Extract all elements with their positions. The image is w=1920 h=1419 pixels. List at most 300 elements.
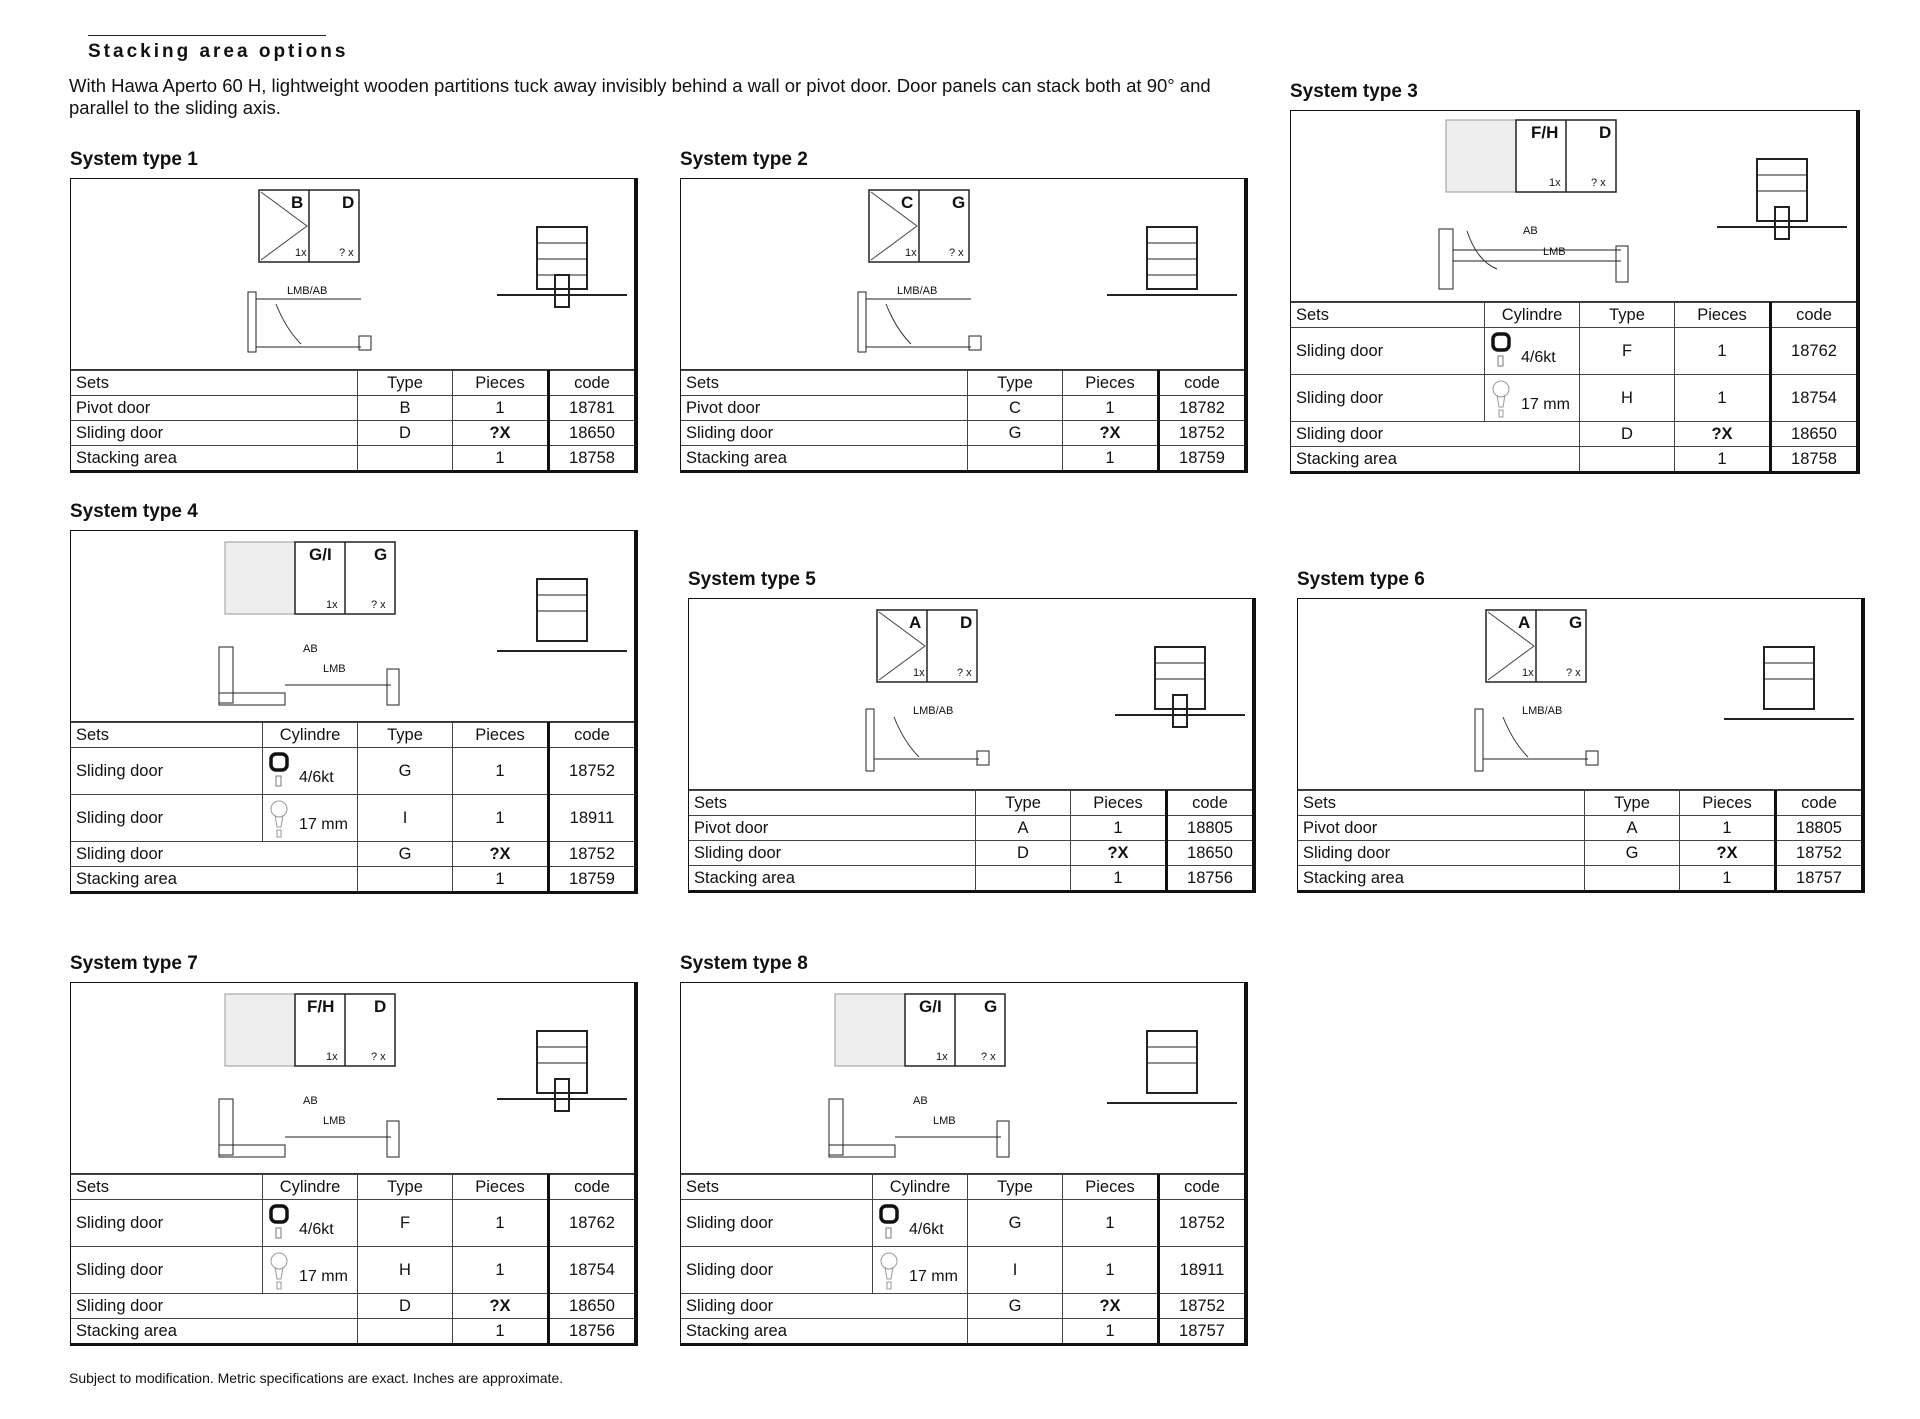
header-code: code — [1167, 791, 1253, 816]
cylinder-size: 17 mm — [299, 1268, 348, 1285]
table-row — [71, 867, 634, 892]
panel-count-1x: 1x — [326, 599, 338, 611]
header-sets: Sets — [681, 371, 968, 396]
system-diagram — [681, 983, 1244, 1174]
system-diagram — [71, 179, 634, 370]
table-row — [1291, 447, 1856, 472]
table-header — [71, 371, 634, 396]
cell-pieces: 1 — [1071, 816, 1167, 841]
cell-set: Sliding door — [681, 1247, 873, 1294]
system-title: System type 8 — [680, 953, 808, 974]
spec-table — [71, 370, 634, 470]
table-row — [71, 396, 634, 421]
table-row — [681, 446, 1244, 471]
cell-pieces: 1 — [1063, 1200, 1159, 1247]
table-header — [71, 723, 634, 748]
table-row — [71, 1200, 634, 1247]
system-title: System type 2 — [680, 149, 808, 170]
cell-set: Sliding door — [71, 421, 358, 446]
system-diagram — [71, 983, 634, 1174]
header-sets: Sets — [681, 1175, 873, 1200]
table-row — [71, 748, 634, 795]
panel-letter-left: A — [909, 613, 922, 632]
header-type: Type — [976, 791, 1071, 816]
table-row — [681, 396, 1244, 421]
cell-pieces: 1 — [1675, 375, 1771, 422]
panel-count-1x: 1x — [905, 247, 917, 259]
header-type: Type — [968, 1175, 1063, 1200]
header-type: Type — [1585, 791, 1680, 816]
section-view — [1115, 647, 1245, 727]
spec-table — [1298, 790, 1861, 890]
cell-type — [968, 1319, 1063, 1344]
header-type: Type — [358, 1175, 453, 1200]
dimension-label-ab: AB — [1523, 225, 1538, 237]
cell-set: Stacking area — [71, 446, 358, 471]
system-diagram — [1291, 111, 1856, 302]
cell-cylindre — [873, 1200, 968, 1247]
header-code: code — [1776, 791, 1862, 816]
dimension-label: LMB/AB — [913, 705, 954, 717]
cylinder-size: 4/6kt — [299, 769, 334, 786]
cell-set: Sliding door — [71, 1247, 263, 1294]
header-code: code — [549, 371, 635, 396]
cell-pieces: 1 — [1063, 1319, 1159, 1344]
header-type: Type — [358, 723, 453, 748]
oval-cylinder-icon — [879, 1251, 901, 1291]
system-title: System type 6 — [1297, 569, 1425, 590]
table-row — [689, 866, 1252, 891]
cell-code: 18758 — [1771, 447, 1857, 472]
cell-cylindre — [1485, 375, 1580, 422]
cell-set: Sliding door — [689, 841, 976, 866]
system-title: System type 1 — [70, 149, 198, 170]
cell-set: Stacking area — [71, 867, 358, 892]
table-header — [681, 371, 1244, 396]
section-view — [497, 1031, 627, 1111]
cell-type: G — [968, 421, 1063, 446]
cell-type — [358, 446, 453, 471]
section-view — [1717, 159, 1847, 239]
system-type-5 — [688, 568, 1256, 893]
header-pieces: Pieces — [1063, 371, 1159, 396]
table-header — [681, 1175, 1244, 1200]
cell-pieces: 1 — [453, 748, 549, 795]
cell-pieces: 1 — [1063, 446, 1159, 471]
header-type: Type — [1580, 303, 1675, 328]
door-plan-diagram — [681, 983, 1243, 1173]
header-sets: Sets — [71, 371, 358, 396]
panel-letter-right: G — [374, 545, 388, 564]
cell-type: G — [358, 748, 453, 795]
cell-code: 18805 — [1167, 816, 1253, 841]
cell-set: Sliding door — [1291, 375, 1485, 422]
cell-cylindre — [263, 795, 358, 842]
panel-count-qx: ? x — [981, 1051, 996, 1063]
table-row — [681, 1319, 1244, 1344]
header-pieces: Pieces — [453, 371, 549, 396]
door-plan-diagram — [1291, 111, 1855, 301]
header-sets: Sets — [689, 791, 976, 816]
cell-set: Sliding door — [71, 1294, 358, 1319]
header-cylindre: Cylindre — [263, 1175, 358, 1200]
system-type-6 — [1297, 568, 1865, 893]
cell-code: 18805 — [1776, 816, 1862, 841]
plan-view — [219, 647, 399, 705]
table-header — [1298, 791, 1861, 816]
header-sets: Sets — [1291, 303, 1485, 328]
panel-letter-right: D — [1599, 123, 1612, 142]
round-cylinder-icon — [1491, 332, 1513, 368]
cell-code: 18752 — [549, 748, 635, 795]
cell-code: 18758 — [549, 446, 635, 471]
cell-pieces: 1 — [1675, 328, 1771, 375]
cell-code: 18756 — [1167, 866, 1253, 891]
panel-count-qx: ? x — [339, 247, 354, 259]
cell-code: 18650 — [1771, 422, 1857, 447]
table-row — [681, 1294, 1244, 1319]
cell-pieces: 1 — [453, 1247, 549, 1294]
cell-set: Sliding door — [71, 795, 263, 842]
system-box — [70, 982, 638, 1346]
panel-letter-left: G/I — [919, 997, 942, 1016]
table-row — [681, 1200, 1244, 1247]
system-box — [70, 530, 638, 894]
cell-pieces: 1 — [1071, 866, 1167, 891]
cell-set: Sliding door — [1298, 841, 1585, 866]
cell-type: G — [1585, 841, 1680, 866]
system-title: System type 4 — [70, 501, 198, 522]
cylinder-size: 4/6kt — [299, 1221, 334, 1238]
cell-code: 18754 — [549, 1247, 635, 1294]
header-sets: Sets — [71, 723, 263, 748]
header-cylindre: Cylindre — [873, 1175, 968, 1200]
panel-count-1x: 1x — [913, 667, 925, 679]
cell-code: 18757 — [1159, 1319, 1245, 1344]
cell-set: Sliding door — [71, 1200, 263, 1247]
panel-letter-left: C — [901, 193, 914, 212]
plan-view — [866, 709, 989, 771]
header-code: code — [549, 1175, 635, 1200]
cell-type: A — [976, 816, 1071, 841]
spec-table — [681, 1174, 1244, 1343]
spec-table — [681, 370, 1244, 470]
system-type-4 — [70, 500, 638, 894]
cell-pieces: 1 — [453, 446, 549, 471]
table-row — [689, 841, 1252, 866]
cell-code: 18752 — [1159, 421, 1245, 446]
panel-letter-right: D — [342, 193, 355, 212]
header-code: code — [1159, 371, 1245, 396]
cell-pieces: 1 — [1680, 866, 1776, 891]
cell-cylindre — [1485, 328, 1580, 375]
cell-code: 18911 — [549, 795, 635, 842]
cell-type — [358, 867, 453, 892]
dimension-label-lmb: LMB — [1543, 246, 1566, 258]
panel-count-1x: 1x — [1522, 667, 1534, 679]
table-row — [71, 842, 634, 867]
section-view — [1107, 227, 1237, 295]
panel-letter-right: G — [1569, 613, 1583, 632]
cell-type: A — [1585, 816, 1680, 841]
cell-code: 18650 — [1167, 841, 1253, 866]
cell-pieces: 1 — [1063, 396, 1159, 421]
system-diagram — [681, 179, 1244, 370]
cell-code: 18752 — [1776, 841, 1862, 866]
footer-note: Subject to modification. Metric specifications are exact. Inches are approximate. — [69, 1370, 564, 1386]
cell-cylindre — [873, 1247, 968, 1294]
cell-code: 18759 — [549, 867, 635, 892]
system-box — [680, 982, 1248, 1346]
cell-cylindre — [263, 748, 358, 795]
cell-pieces: ?X — [1063, 1294, 1159, 1319]
panel-count-qx: ? x — [957, 667, 972, 679]
door-plan-diagram — [71, 983, 633, 1173]
cell-set: Sliding door — [1291, 328, 1485, 375]
cell-code: 18762 — [1771, 328, 1857, 375]
cylinder-size: 4/6kt — [1521, 349, 1556, 366]
section-view — [497, 227, 627, 307]
panel-count-1x: 1x — [326, 1051, 338, 1063]
system-title: System type 7 — [70, 953, 198, 974]
cell-code: 18781 — [549, 396, 635, 421]
cylinder-size: 17 mm — [909, 1268, 958, 1285]
round-cylinder-icon — [269, 752, 291, 788]
cell-cylindre — [263, 1247, 358, 1294]
heading-rule — [88, 35, 326, 36]
table-row — [71, 446, 634, 471]
dimension-label-ab: AB — [303, 643, 318, 655]
table-row — [1298, 841, 1861, 866]
cell-set: Stacking area — [1291, 447, 1580, 472]
cell-code: 18752 — [1159, 1294, 1245, 1319]
table-row — [71, 1247, 634, 1294]
header-code: code — [1159, 1175, 1245, 1200]
panel-count-qx: ? x — [1591, 177, 1606, 189]
cell-pieces: ?X — [1071, 841, 1167, 866]
header-code: code — [549, 723, 635, 748]
cell-set: Pivot door — [1298, 816, 1585, 841]
oval-cylinder-icon — [269, 1251, 291, 1291]
header-pieces: Pieces — [1063, 1175, 1159, 1200]
system-type-2 — [680, 148, 1248, 473]
panel-count-qx: ? x — [371, 1051, 386, 1063]
cell-set: Sliding door — [71, 748, 263, 795]
plan-view — [1475, 709, 1598, 771]
system-type-7 — [70, 952, 638, 1346]
spec-table — [689, 790, 1252, 890]
plan-view — [1439, 229, 1628, 289]
system-diagram — [71, 531, 634, 722]
table-row — [71, 1319, 634, 1344]
spec-table — [71, 722, 634, 891]
table-header — [71, 1175, 634, 1200]
system-box — [688, 598, 1256, 893]
system-type-3 — [1290, 80, 1860, 474]
panel-count-qx: ? x — [949, 247, 964, 259]
cell-set: Sliding door — [681, 1294, 968, 1319]
header-pieces: Pieces — [1675, 303, 1771, 328]
cell-type — [1580, 447, 1675, 472]
cell-set: Pivot door — [71, 396, 358, 421]
cell-code: 18762 — [549, 1200, 635, 1247]
dimension-label-lmb: LMB — [323, 1115, 346, 1127]
cell-set: Sliding door — [681, 421, 968, 446]
spec-table — [71, 1174, 634, 1343]
dimension-label: LMB/AB — [287, 285, 328, 297]
cell-pieces: ?X — [453, 842, 549, 867]
cell-pieces: 1 — [453, 396, 549, 421]
cell-pieces: ?X — [1680, 841, 1776, 866]
cylinder-size: 4/6kt — [909, 1221, 944, 1238]
cell-pieces: 1 — [1063, 1247, 1159, 1294]
cell-type — [358, 1319, 453, 1344]
cell-set: Stacking area — [1298, 866, 1585, 891]
cell-code: 18650 — [549, 421, 635, 446]
plan-view — [248, 292, 371, 352]
panel-letter-left: G/I — [309, 545, 332, 564]
header-pieces: Pieces — [453, 1175, 549, 1200]
cell-set: Pivot door — [689, 816, 976, 841]
table-row — [1291, 328, 1856, 375]
system-box — [1290, 110, 1860, 474]
panel-count-qx: ? x — [371, 599, 386, 611]
cell-type: D — [358, 1294, 453, 1319]
panel-letter-right: D — [960, 613, 973, 632]
cell-pieces: 1 — [1675, 447, 1771, 472]
table-row — [681, 1247, 1244, 1294]
table-row — [1291, 422, 1856, 447]
dimension-label-lmb: LMB — [323, 663, 346, 675]
cell-type: C — [968, 396, 1063, 421]
system-box — [1297, 598, 1865, 893]
panel-count-1x: 1x — [1549, 177, 1561, 189]
system-type-1 — [70, 148, 638, 473]
panel-count-qx: ? x — [1566, 667, 1581, 679]
header-cylindre: Cylindre — [1485, 303, 1580, 328]
cell-code: 18752 — [549, 842, 635, 867]
table-row — [71, 795, 634, 842]
cell-type: H — [1580, 375, 1675, 422]
cell-type — [1585, 866, 1680, 891]
cylinder-size: 17 mm — [299, 816, 348, 833]
dimension-label: LMB/AB — [897, 285, 938, 297]
cell-type: G — [968, 1200, 1063, 1247]
round-cylinder-icon — [879, 1204, 901, 1240]
cell-type: B — [358, 396, 453, 421]
cell-pieces: 1 — [1680, 816, 1776, 841]
panel-letter-right: G — [984, 997, 998, 1016]
system-diagram — [689, 599, 1252, 790]
panel-letter-right: G — [952, 193, 966, 212]
cell-cylindre — [263, 1200, 358, 1247]
panel-letter-left: B — [291, 193, 304, 212]
system-title: System type 5 — [688, 569, 816, 590]
cylinder-size: 17 mm — [1521, 396, 1570, 413]
header-type: Type — [358, 371, 453, 396]
system-box — [680, 178, 1248, 473]
panel-letter-left: A — [1518, 613, 1531, 632]
cell-pieces: ?X — [1675, 422, 1771, 447]
cell-type: F — [1580, 328, 1675, 375]
header-pieces: Pieces — [1680, 791, 1776, 816]
cell-pieces: 1 — [453, 1319, 549, 1344]
cell-pieces: ?X — [453, 421, 549, 446]
plan-view — [858, 292, 981, 352]
plan-view — [219, 1099, 399, 1157]
header-code: code — [1771, 303, 1857, 328]
cell-type: G — [358, 842, 453, 867]
cell-type — [968, 446, 1063, 471]
cell-code: 18752 — [1159, 1200, 1245, 1247]
table-header — [1291, 303, 1856, 328]
panel-count-1x: 1x — [295, 247, 307, 259]
door-plan-diagram — [71, 531, 633, 721]
header-pieces: Pieces — [1071, 791, 1167, 816]
panel-count-1x: 1x — [936, 1051, 948, 1063]
header-pieces: Pieces — [453, 723, 549, 748]
cell-code: 18759 — [1159, 446, 1245, 471]
cell-set: Stacking area — [689, 866, 976, 891]
cell-type: D — [1580, 422, 1675, 447]
cell-set: Stacking area — [681, 446, 968, 471]
plan-view — [829, 1099, 1009, 1157]
cell-code: 18756 — [549, 1319, 635, 1344]
cell-code: 18650 — [549, 1294, 635, 1319]
cell-pieces: 1 — [453, 867, 549, 892]
cell-set: Stacking area — [71, 1319, 358, 1344]
table-row — [1298, 866, 1861, 891]
table-row — [689, 816, 1252, 841]
header-cylindre: Cylindre — [263, 723, 358, 748]
table-row — [681, 421, 1244, 446]
cell-type: F — [358, 1200, 453, 1247]
intro-text: With Hawa Aperto 60 H, lightweight wooden partitions tuck away invisibly behind a wall or pivot door. Door panels can stack both at 90° and parallel to the sliding axis. — [69, 75, 1211, 118]
cell-set: Sliding door — [71, 842, 358, 867]
cell-type: G — [968, 1294, 1063, 1319]
cell-pieces: 1 — [453, 1200, 549, 1247]
table-header — [689, 791, 1252, 816]
section-view — [497, 579, 627, 651]
cell-pieces: 1 — [453, 795, 549, 842]
cell-type: I — [968, 1247, 1063, 1294]
cell-type: H — [358, 1247, 453, 1294]
oval-cylinder-icon — [1491, 379, 1513, 419]
dimension-label-ab: AB — [913, 1095, 928, 1107]
cell-type — [976, 866, 1071, 891]
dimension-label: LMB/AB — [1522, 705, 1563, 717]
dimension-label-ab: AB — [303, 1095, 318, 1107]
round-cylinder-icon — [269, 1204, 291, 1240]
panel-letter-left: F/H — [1531, 123, 1559, 142]
page-heading: Stacking area options — [88, 41, 349, 62]
system-type-8 — [680, 952, 1248, 1346]
cell-code: 18782 — [1159, 396, 1245, 421]
cell-type: D — [358, 421, 453, 446]
system-box — [70, 178, 638, 473]
panel-letter-right: D — [374, 997, 387, 1016]
table-row — [71, 1294, 634, 1319]
header-sets: Sets — [71, 1175, 263, 1200]
cell-code: 18911 — [1159, 1247, 1245, 1294]
cell-code: 18754 — [1771, 375, 1857, 422]
system-title: System type 3 — [1290, 81, 1418, 102]
header-sets: Sets — [1298, 791, 1585, 816]
table-row — [1291, 375, 1856, 422]
section-view — [1724, 647, 1854, 719]
cell-type: D — [976, 841, 1071, 866]
section-view — [1107, 1031, 1237, 1103]
